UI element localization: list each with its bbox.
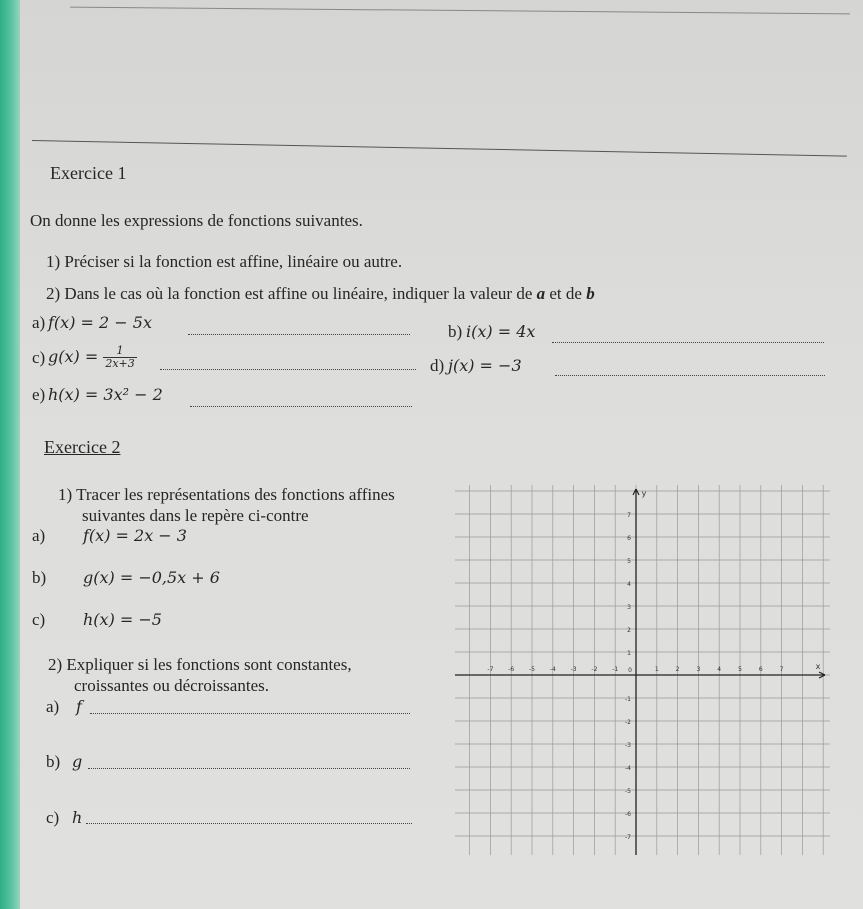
y-tick-label: -4 <box>625 765 631 772</box>
x-tick-label: -5 <box>529 666 535 673</box>
function-c-expression: h(x) = −5 <box>83 610 162 629</box>
y-tick-label: 7 <box>627 512 631 519</box>
item-a-expression: f(x) = 2 − 5x <box>48 313 152 332</box>
item-c-fraction <box>103 345 136 370</box>
function-c-label: c) <box>32 610 46 629</box>
y-tick-label: 1 <box>627 650 631 657</box>
x-tick-label: -2 <box>591 666 598 673</box>
x-tick-label: 4 <box>717 666 722 673</box>
x-tick-label: -3 <box>570 666 577 673</box>
answer-c-variable: h <box>72 808 83 827</box>
item-a-label: a) <box>32 313 46 332</box>
x-tick-label: -7 <box>487 666 494 673</box>
x-tick-label: 6 <box>758 666 763 673</box>
x-tick-label: 2 <box>675 666 680 673</box>
exercise1-intro: On donne les expressions de fonctions suivantes. <box>30 211 363 230</box>
item-e-expression: h(x) = 3x² − 2 <box>48 385 163 404</box>
item-c-expression <box>48 345 137 370</box>
item-b-expression: i(x) = 4x <box>466 322 536 341</box>
exercise1-title: Exercice 1 <box>50 163 127 183</box>
function-a-label: a) <box>32 526 46 545</box>
function-b-expression: g(x) = −0,5x + 6 <box>83 568 220 587</box>
item-e-label: e) <box>32 385 46 404</box>
y-tick-label: 2 <box>627 627 631 634</box>
item-c-answer-line[interactable] <box>160 369 416 370</box>
origin-label: 0 <box>628 667 632 674</box>
y-tick-label: 5 <box>627 558 631 565</box>
x-tick-label: -6 <box>508 666 515 673</box>
item-c-lhs: g(x) = <box>48 347 99 366</box>
item-a-answer-line[interactable] <box>188 334 410 335</box>
coordinate-grid[interactable] <box>455 485 830 855</box>
answer-b-line[interactable] <box>88 768 410 769</box>
item-d-expression: j(x) = −3 <box>448 356 522 375</box>
answer-b-variable: g <box>72 752 83 771</box>
exercise1-question-1: 1) Préciser si la fonction est affine, linéaire ou autre. <box>46 252 403 271</box>
item-e-answer-line[interactable] <box>190 406 412 407</box>
answer-c-line[interactable] <box>86 823 412 824</box>
item-b-answer-line[interactable] <box>552 342 824 343</box>
exercise1-question-2: 2) Dans le cas où la fonction est affine ou linéaire, indiquer la valeur de a et de b <box>46 284 595 303</box>
answer-a-line[interactable] <box>90 713 410 714</box>
x-tick-label: -4 <box>549 666 556 673</box>
item-c-label: c) <box>32 348 46 367</box>
y-tick-label: -3 <box>625 742 631 749</box>
y-tick-label: -7 <box>625 834 631 841</box>
exercise2-title: Exercice 2 <box>44 437 121 457</box>
exercise2-question-2-line1: 2) Expliquer si les fonctions sont constantes, <box>48 655 352 674</box>
answer-c-label: c) <box>46 808 60 827</box>
item-b-label: b) <box>448 322 463 341</box>
y-tick-label: -1 <box>625 696 631 703</box>
x-tick-label: 7 <box>779 666 784 673</box>
y-tick-label: 4 <box>627 581 631 588</box>
function-a-expression: f(x) = 2x − 3 <box>83 526 187 545</box>
y-axis-label: y <box>641 489 647 498</box>
y-tick-label: 3 <box>627 604 631 611</box>
function-b-label: b) <box>32 568 47 587</box>
y-tick-label: -6 <box>625 811 631 818</box>
exercise2-question-2-line2: croissantes ou décroissantes. <box>74 676 269 695</box>
x-tick-label: 1 <box>654 666 659 673</box>
y-tick-label: 6 <box>627 535 631 542</box>
x-tick-label: -1 <box>612 666 619 673</box>
x-tick-label: 5 <box>738 666 742 673</box>
x-tick-label: 3 <box>696 666 701 673</box>
exercise2-question-1-line2: suivantes dans le repère ci-contre <box>82 506 309 525</box>
answer-a-variable: f <box>76 697 82 716</box>
y-tick-label: -5 <box>625 788 631 795</box>
item-c-denominator: 2x+3 <box>105 357 135 370</box>
item-d-answer-line[interactable] <box>555 375 825 376</box>
answer-a-label: a) <box>46 697 60 716</box>
answer-b-label: b) <box>46 752 61 771</box>
item-d-label: d) <box>430 356 445 375</box>
item-c-numerator: 1 <box>103 345 136 358</box>
x-axis-label: x <box>815 662 821 671</box>
exercise2-question-1-line1: 1) Tracer les représentations des fonctions affines <box>58 485 395 504</box>
y-tick-label: -2 <box>625 719 631 726</box>
